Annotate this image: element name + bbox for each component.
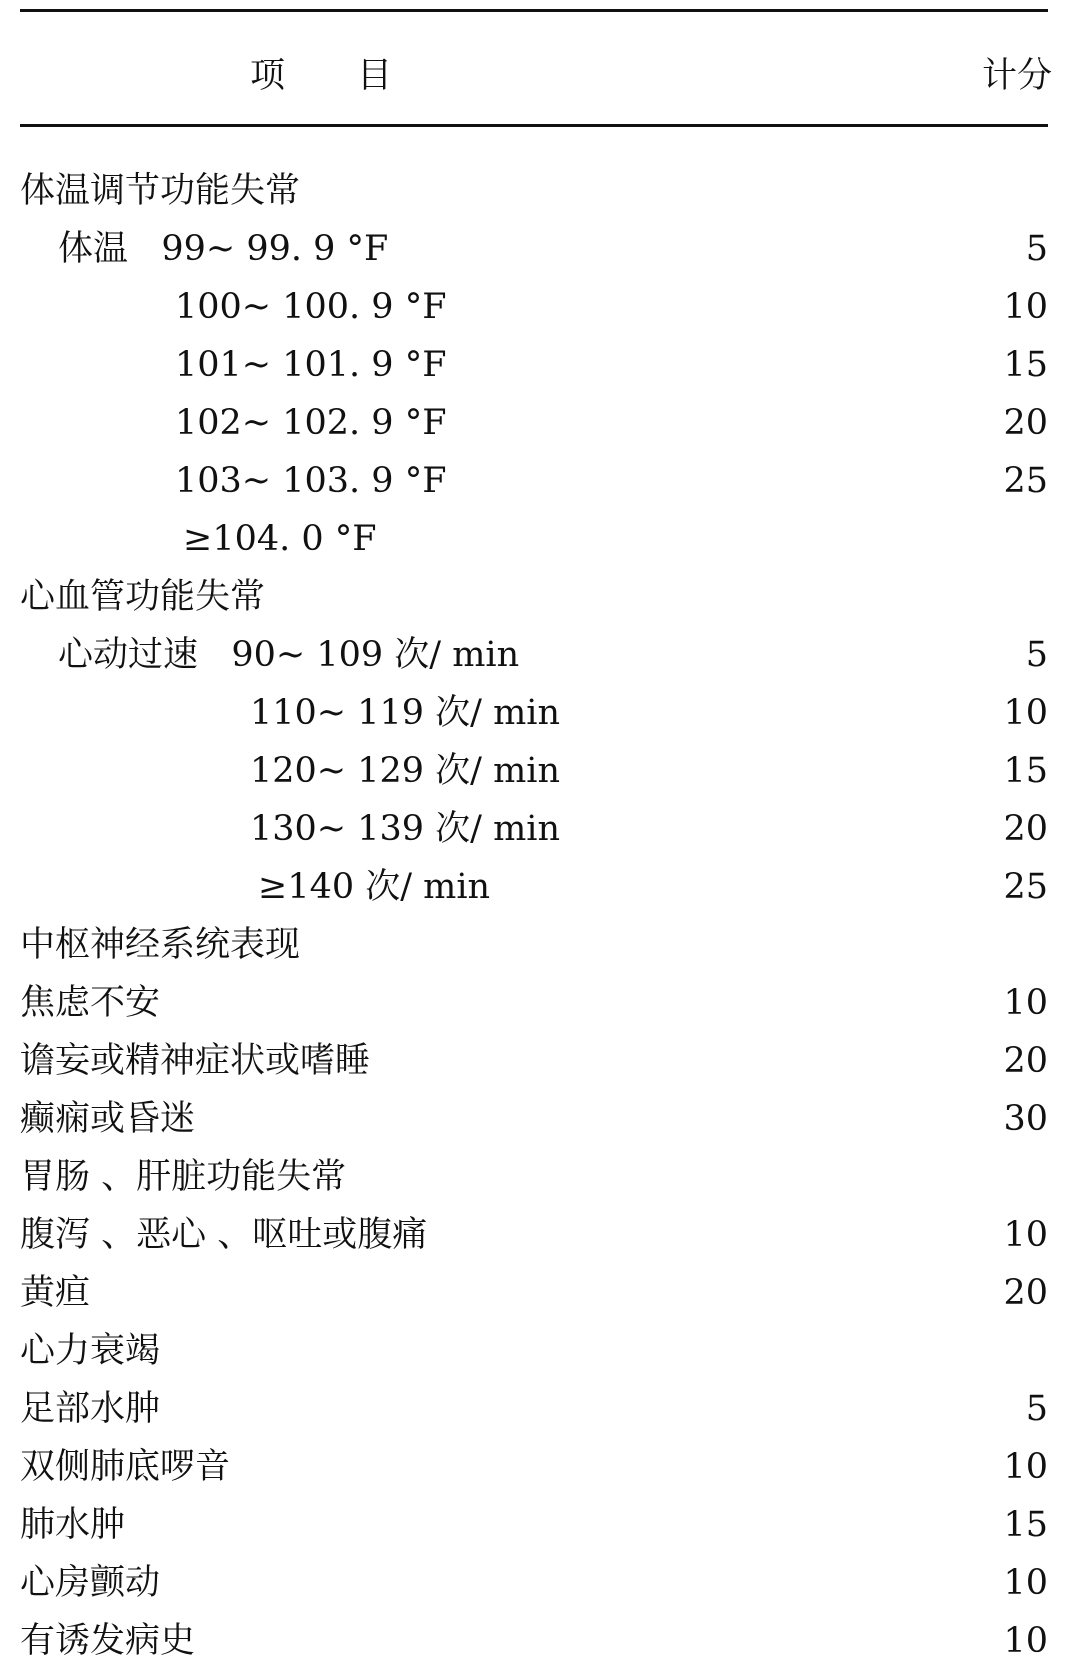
row-score: 10: [1003, 1447, 1048, 1487]
column-header-score: 计分: [981, 56, 1052, 96]
table-row: [0, 1554, 1072, 1612]
table-row: [0, 510, 1072, 568]
table-row: [0, 162, 1072, 220]
table-row: [0, 1148, 1072, 1206]
score-table-body: [0, 162, 1072, 1670]
table-row: [0, 220, 1072, 278]
row-score: 10: [1003, 693, 1048, 733]
row-label: 100~ 100. 9 °F: [175, 287, 447, 327]
row-label: 黄疸: [20, 1273, 91, 1313]
row-label: 焦虑不安: [20, 983, 161, 1023]
row-label: 心力衰竭: [20, 1331, 161, 1371]
top-rule: [20, 9, 1048, 12]
row-label: 102~ 102. 9 °F: [175, 403, 447, 443]
table-row: [0, 626, 1072, 684]
row-label: 有诱发病史: [20, 1621, 196, 1661]
row-label: 103~ 103. 9 °F: [175, 461, 447, 501]
table-row: [0, 1206, 1072, 1264]
row-score: 25: [1003, 461, 1048, 501]
row-score: 10: [1003, 1621, 1048, 1661]
row-score: 5: [1025, 635, 1048, 675]
row-label: 心血管功能失常: [20, 577, 266, 617]
table-row: [0, 1496, 1072, 1554]
row-label: ≥104. 0 °F: [183, 519, 377, 559]
row-label: 肺水肿: [20, 1505, 126, 1545]
table-row: [0, 800, 1072, 858]
row-label: 足部水肿: [20, 1389, 161, 1429]
table-row: [0, 1032, 1072, 1090]
table-row: [0, 974, 1072, 1032]
header-rule: [20, 124, 1048, 127]
table-row: [0, 1612, 1072, 1670]
row-score: 15: [1003, 751, 1048, 791]
row-label: 腹泻 、恶心 、呕吐或腹痛: [20, 1215, 428, 1255]
row-label: 双侧肺底啰音: [20, 1447, 231, 1487]
table-row: [0, 278, 1072, 336]
row-score: 20: [1003, 403, 1048, 443]
header-item-char-2: 目: [357, 56, 393, 96]
row-score: 20: [1003, 809, 1048, 849]
row-score: 20: [1003, 1041, 1048, 1081]
row-score: 25: [1003, 867, 1048, 907]
header-item-char-1: 项: [250, 56, 286, 96]
row-label: 130~ 139 次/ min: [250, 809, 561, 849]
table-row: [0, 1380, 1072, 1438]
row-score: 20: [1003, 1273, 1048, 1313]
row-label: 谵妄或精神症状或嗜睡: [20, 1041, 371, 1081]
table-row: [0, 742, 1072, 800]
table-row: [0, 916, 1072, 974]
row-label: ≥140 次/ min: [258, 867, 491, 907]
row-score: 5: [1025, 1389, 1048, 1429]
table-row: [0, 336, 1072, 394]
table-row: [0, 452, 1072, 510]
row-label: 体温调节功能失常: [20, 171, 301, 211]
row-score: 10: [1003, 287, 1048, 327]
row-label: 胃肠 、肝脏功能失常: [20, 1157, 347, 1197]
table-row: [0, 1438, 1072, 1496]
row-score: 5: [1025, 229, 1048, 269]
row-label: 110~ 119 次/ min: [250, 693, 561, 733]
row-label: 体温 99~ 99. 9 °F: [58, 229, 389, 269]
table-row: [0, 1264, 1072, 1322]
row-label: 中枢神经系统表现: [20, 925, 301, 965]
column-header-item: [250, 48, 392, 98]
row-score: 15: [1003, 345, 1048, 385]
table-row: [0, 394, 1072, 452]
row-score: 30: [1003, 1099, 1048, 1139]
table-row: [0, 1322, 1072, 1380]
row-score: 15: [1003, 1505, 1048, 1545]
row-score: 10: [1003, 1215, 1048, 1255]
row-label: 心房颤动: [20, 1563, 161, 1603]
table-row: [0, 684, 1072, 742]
row-label: 心动过速 90~ 109 次/ min: [58, 635, 520, 675]
row-label: 101~ 101. 9 °F: [175, 345, 447, 385]
row-label: 120~ 129 次/ min: [250, 751, 561, 791]
row-score: 10: [1003, 983, 1048, 1023]
table-row: [0, 1090, 1072, 1148]
table-row: [0, 568, 1072, 626]
row-label: 癫痫或昏迷: [20, 1099, 196, 1139]
row-score: 10: [1003, 1563, 1048, 1603]
table-row: [0, 858, 1072, 916]
